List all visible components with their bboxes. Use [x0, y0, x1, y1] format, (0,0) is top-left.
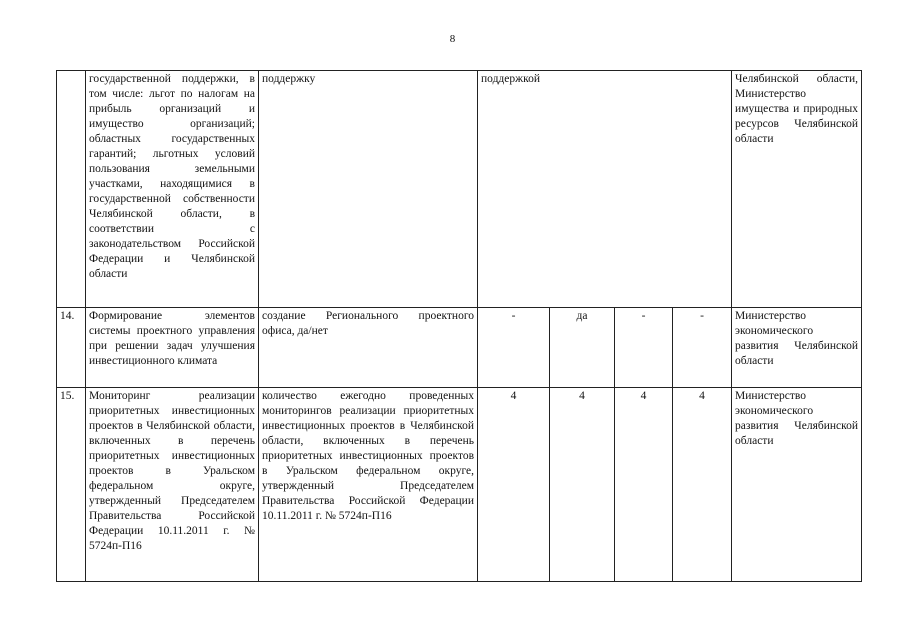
value-cell: да [550, 308, 615, 388]
indicator-cell: поддержку [259, 71, 478, 308]
measure-cell: государственной поддержки, в том числе: льгот по налогам на прибыль организаций и имущество организаций; областных государственных гарантий; льготных условий пользования земельными участками, находящимися в государственной собственности Челябинской области, в соответствии с законодательством Российской Федерации и Челябинской области [86, 71, 259, 308]
value-cell: поддержкой [478, 71, 732, 308]
value-cell: 4 [673, 388, 732, 582]
page-number: 8 [449, 33, 456, 45]
table-row [57, 308, 862, 388]
row-number-cell: 15. [57, 388, 86, 582]
row-number-cell: 14. [57, 308, 86, 388]
measure-cell: Мониторинг реализации приоритетных инвестиционных проектов в Челябинской области, включенных в перечень приоритетных инвестиционных проектов в Уральском федеральном округе, утвержденный Председателем Правительства Российской Федерации 10.11.2011 г. № 5724п-П16 [86, 388, 259, 582]
responsible-cell: Министерство экономического развития Челябинской области [732, 388, 862, 582]
value-cell: 4 [478, 388, 550, 582]
indicator-cell: количество ежегодно проведенных мониторингов реализации приоритетных инвестиционных проектов в Челябинской области, включенных в перечень приоритетных инвестиционных проектов в Уральском федеральном округе, утвержденный Председателем Правительства Российской Федерации 10.11.2011 г. № 5724п-П16 [259, 388, 478, 582]
responsible-cell: Челябинской области, Министерство имущества и природных ресурсов Челябинской области [732, 71, 862, 308]
measure-cell: Формирование элементов системы проектного управления при решении задач улучшения инвестиционного климата [86, 308, 259, 388]
value-cell: 4 [550, 388, 615, 582]
value-cell: - [478, 308, 550, 388]
row-number-cell [57, 71, 86, 308]
table-row [57, 71, 862, 308]
value-cell: - [615, 308, 673, 388]
responsible-cell: Министерство экономического развития Челябинской области [732, 308, 862, 388]
value-cell: 4 [615, 388, 673, 582]
table-row [57, 388, 862, 582]
program-table [56, 70, 862, 582]
value-cell: - [673, 308, 732, 388]
indicator-cell: создание Регионального проектного офиса, да/нет [259, 308, 478, 388]
